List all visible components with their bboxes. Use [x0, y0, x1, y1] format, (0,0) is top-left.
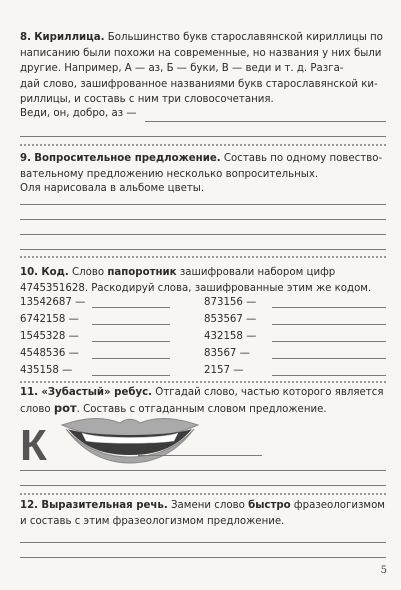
task-10 [20, 265, 386, 296]
code-value: 4548536 [20, 348, 66, 359]
code-value: 6742158 [20, 314, 66, 325]
code-right-row [204, 329, 256, 344]
task-11-number: 11. [20, 387, 39, 398]
dash: — [75, 297, 86, 308]
task-8-number: 8. [20, 32, 31, 43]
task-9-text: Составь по одному повество- [223, 153, 383, 164]
dash: — [239, 348, 250, 359]
answer-line[interactable] [138, 455, 262, 456]
task-12-title: Выразительная речь. [41, 500, 168, 511]
task-8 [20, 30, 386, 108]
section-divider [20, 493, 386, 495]
answer-line[interactable] [145, 121, 386, 122]
dash: — [246, 314, 257, 325]
code-value: 2157 [204, 365, 230, 376]
code-right-row [204, 363, 243, 378]
task-10-number: 10. [20, 267, 39, 278]
task-10-text: зашифровали набором цифр [179, 267, 336, 278]
section-divider [20, 144, 386, 146]
task-8-prompt: Веди, он, добро, аз — [20, 108, 137, 119]
task-12-number: 12. [20, 500, 39, 511]
answer-line[interactable] [272, 341, 386, 342]
dash: — [233, 365, 244, 376]
task-8-line-4: дай слово, зашифрованное названиями букв старославянской ки- [20, 78, 378, 90]
answer-line[interactable] [20, 204, 386, 205]
dash: — [246, 331, 257, 342]
task-10-keyword: папоротник [107, 267, 177, 278]
task-8-line-1 [20, 30, 386, 46]
task-12-keyword: быстро [248, 500, 291, 511]
task-11-text: Отгадай слово, частью которого является [155, 387, 384, 398]
task-12-line-2: и составь с этим фразеологизмом предложение. [20, 515, 285, 527]
task-10-line-1 [20, 265, 386, 281]
section-divider [20, 381, 386, 383]
answer-line[interactable] [92, 324, 170, 325]
code-left-row [20, 346, 79, 361]
task-11-text: . Составь с отгаданным словом предложение. [76, 403, 327, 415]
task-9-line-2: вательному предложению несколько вопросительных. [20, 168, 319, 180]
code-value: 83567 [204, 348, 237, 359]
code-right-row [204, 312, 256, 327]
answer-line[interactable] [272, 358, 386, 359]
code-value: 873156 [204, 297, 243, 308]
task-9 [20, 151, 386, 182]
task-8-line-5: риллицы, и составь с ним три словосочетания. [20, 94, 274, 105]
code-value: 435158 [20, 365, 59, 376]
answer-line[interactable] [20, 249, 386, 250]
answer-line[interactable] [20, 136, 386, 137]
dash: — [68, 331, 79, 342]
task-9-number: 9. [20, 153, 31, 164]
code-value: 432158 [204, 331, 243, 342]
code-left-row [20, 295, 85, 310]
answer-line[interactable] [20, 219, 386, 220]
task-12 [20, 498, 386, 529]
answer-line[interactable] [20, 557, 386, 558]
task-8-line-3: другие. Например, А — аз, Б — буки, В — веди и т. д. Разга- [20, 63, 344, 74]
answer-line[interactable] [92, 375, 170, 376]
dash: — [246, 297, 257, 308]
answer-line[interactable] [272, 324, 386, 325]
answer-line[interactable] [92, 307, 170, 308]
task-8-line-2: написанию были похожи на современные, но названия у них были [20, 47, 382, 59]
code-right-row [204, 295, 256, 310]
page-number: 5 [380, 565, 387, 576]
code-value: 853567 [204, 314, 243, 325]
dash: — [68, 314, 79, 325]
answer-line[interactable] [20, 234, 386, 235]
code-left-row [20, 312, 79, 327]
dash: — [62, 365, 73, 376]
task-12-text: Замени слово [171, 500, 245, 511]
task-9-title: Вопросительное предложение. [34, 153, 221, 164]
code-value: 1545328 [20, 331, 66, 342]
task-11-line-1 [20, 385, 386, 401]
task-8-text: Большинство букв старославянской кириллицы по [107, 32, 383, 43]
task-12-text: фразеологизмом [293, 500, 385, 511]
answer-line[interactable] [20, 542, 386, 543]
task-10-text: Слово [72, 267, 105, 278]
task-9-example: Оля нарисовала в альбоме цветы. [20, 183, 205, 194]
section-divider [20, 256, 386, 258]
task-10-line-2: 4745351628. Раскодируй слова, зашифрованные этим же кодом. [20, 282, 372, 294]
answer-line[interactable] [272, 307, 386, 308]
task-12-line-1 [20, 498, 386, 514]
code-right-row [204, 346, 250, 361]
answer-line[interactable] [92, 341, 170, 342]
rebus-letter: К [20, 421, 47, 470]
answer-line[interactable] [20, 485, 386, 486]
dash: — [68, 348, 79, 359]
task-11-text: слово [20, 403, 51, 415]
task-10-title: Код. [41, 267, 69, 278]
task-11-keyword: рот [53, 400, 77, 415]
answer-line[interactable] [92, 358, 170, 359]
task-11-title: «Зубастый» ребус. [41, 387, 153, 398]
smile-lips-image [60, 413, 200, 465]
task-9-line-1 [20, 151, 386, 167]
code-left-row [20, 363, 72, 378]
code-value: 13542687 [20, 297, 72, 308]
task-8-title: Кириллица. [34, 32, 105, 43]
answer-line[interactable] [272, 375, 386, 376]
code-left-row [20, 329, 79, 344]
answer-line[interactable] [20, 470, 386, 471]
